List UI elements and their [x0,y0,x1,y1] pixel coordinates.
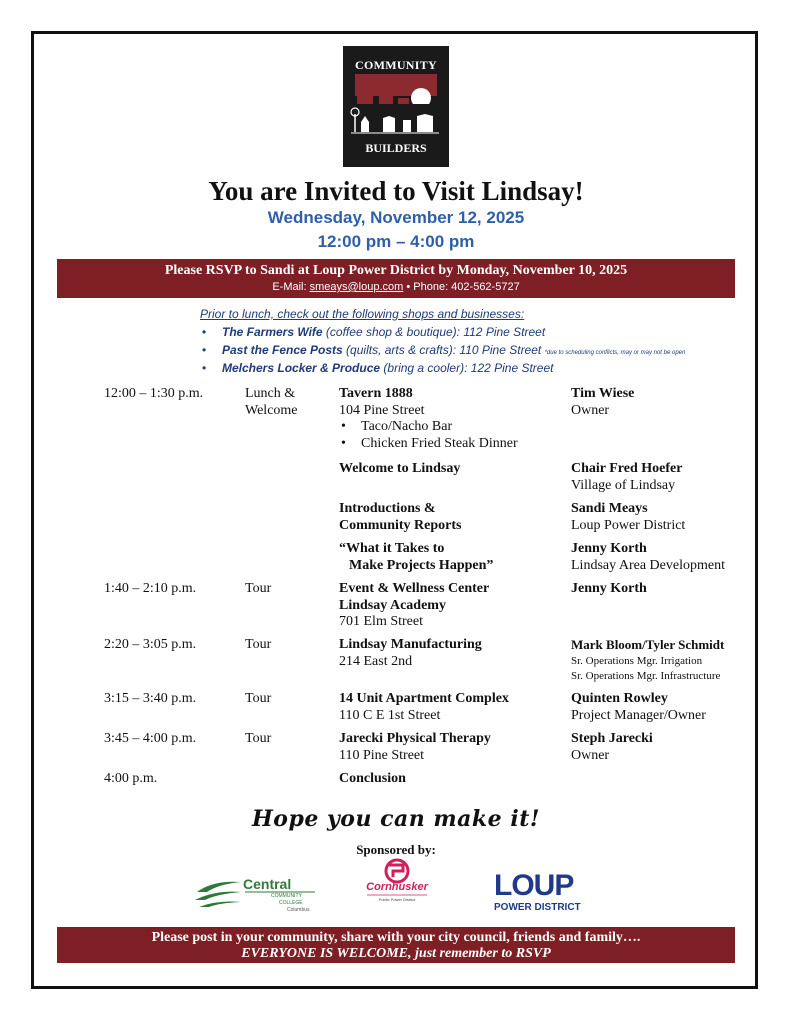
menu-item: • Taco/Nacho Bar [339,419,569,436]
shops-section [200,307,760,377]
shop-desc: (bring a cooler): 122 Pine Street [380,361,554,375]
rsvp-banner [57,259,735,298]
shop-desc: (quilts, arts & crafts): 110 Pine Street [342,343,545,357]
sponsored-label: Sponsored by: [356,842,436,857]
shop-note: *due to scheduling conflicts, may or may not be open [544,350,686,356]
event-date: Wednesday, November 12, 2025 [267,208,525,227]
row-time: 2:20 – 3:05 p.m. [104,637,197,652]
cornhusker-sub: Public Power District [378,897,416,902]
footer-line2: EVERYONE IS WELCOME, just remember to RSVP [241,946,551,961]
loup-sub: POWER DISTRICT [494,902,581,913]
row-type: Lunch & Welcome [245,386,298,418]
row-person: Quinten Rowley Project Manager/Owner [571,691,706,723]
row-person: Jenny Korth Lindsay Area Development [571,541,725,573]
row-place: Welcome to Lindsay [339,461,461,476]
phone-text: • Phone: 402-562-5727 [403,281,520,293]
row-person: Mark Bloom/Tyler Schmidt Sr. Operations Mgr. Irrigation Sr. Operations Mgr. Infrastructure [571,637,725,682]
menu-item: • Chicken Fried Steak Dinner [339,436,569,453]
shops-list [200,323,760,377]
cornhusker-name: Cornhusker [366,881,428,893]
logo-builders-text: BUILDERS [365,141,427,155]
shop-desc: (coffee shop & boutique): 112 Pine Street [322,325,546,339]
email-link[interactable]: smeays@loup.com [309,281,404,293]
row-person: Chair Fred Hoefer Village of Lindsay [571,461,683,493]
row-time: 1:40 – 2:10 p.m. [104,581,197,596]
central-sub: COMMUNITY [271,893,302,899]
row-place: Event & Wellness Center Lindsay Academy 701 Elm Street [339,581,490,629]
cornhusker-logo [357,857,437,919]
row-time: 12:00 – 1:30 p.m. [104,386,204,401]
loup-name: LOUP [494,869,574,902]
row-time: 3:15 – 3:40 p.m. [104,691,197,706]
row-type: Tour [245,637,272,652]
logo-community-text: COMMUNITY [354,58,438,72]
shop-name: Past the Fence Posts [222,343,343,357]
central-sub: Columbus [287,907,310,913]
central-name: Central [243,876,292,892]
list-item [200,341,760,359]
row-time: 3:45 – 4:00 p.m. [104,731,197,746]
central-college-logo [193,874,319,916]
row-person: Jenny Korth [571,581,647,596]
page-title: You are Invited to Visit Lindsay! [208,176,584,206]
footer-line1: Please post in your community, share with your city council, friends and family…. [151,930,641,945]
row-place: Introductions & Community Reports [339,501,462,533]
row-person: Steph Jarecki Owner [571,731,653,763]
row-person: Tim Wiese Owner [571,386,635,418]
row-place: 14 Unit Apartment Complex 110 C E 1st Street [339,691,509,723]
row-type: Tour [245,581,272,596]
footer-banner [57,927,735,963]
row-type: Tour [245,731,272,746]
event-time: 12:00 pm – 4:00 pm [317,232,475,251]
shops-heading: Prior to lunch, check out the following shops and businesses: [200,307,525,321]
closing-message: Hope you can make it! [251,806,541,832]
list-item [200,359,760,377]
shop-name: The Farmers Wife [222,325,323,339]
row-type: Tour [245,691,272,706]
row-time: 4:00 p.m. [104,771,158,786]
central-sub: COLLEGE [279,900,303,906]
row-place: Lindsay Manufacturing 214 East 2nd [339,637,482,669]
row-person: Sandi Meays Loup Power District [571,501,686,533]
rsvp-text: Please RSVP to Sandi at Loup Power District by Monday, November 10, 2025 [164,263,628,278]
community-builders-logo [343,46,449,167]
email-label: E-Mail: [272,281,310,293]
list-item [200,323,760,341]
row-place: “What it Takes to Make Projects Happen” [339,541,494,573]
loup-logo [490,871,600,915]
shop-name: Melchers Locker & Produce [222,361,381,375]
row-place [339,386,569,452]
row-place: Jarecki Physical Therapy 110 Pine Street [339,731,491,763]
row-place: Conclusion [339,771,406,786]
place-name: Tavern 1888 [339,386,413,401]
rsvp-contact [57,281,735,293]
place-address: 104 Pine Street [339,402,425,418]
